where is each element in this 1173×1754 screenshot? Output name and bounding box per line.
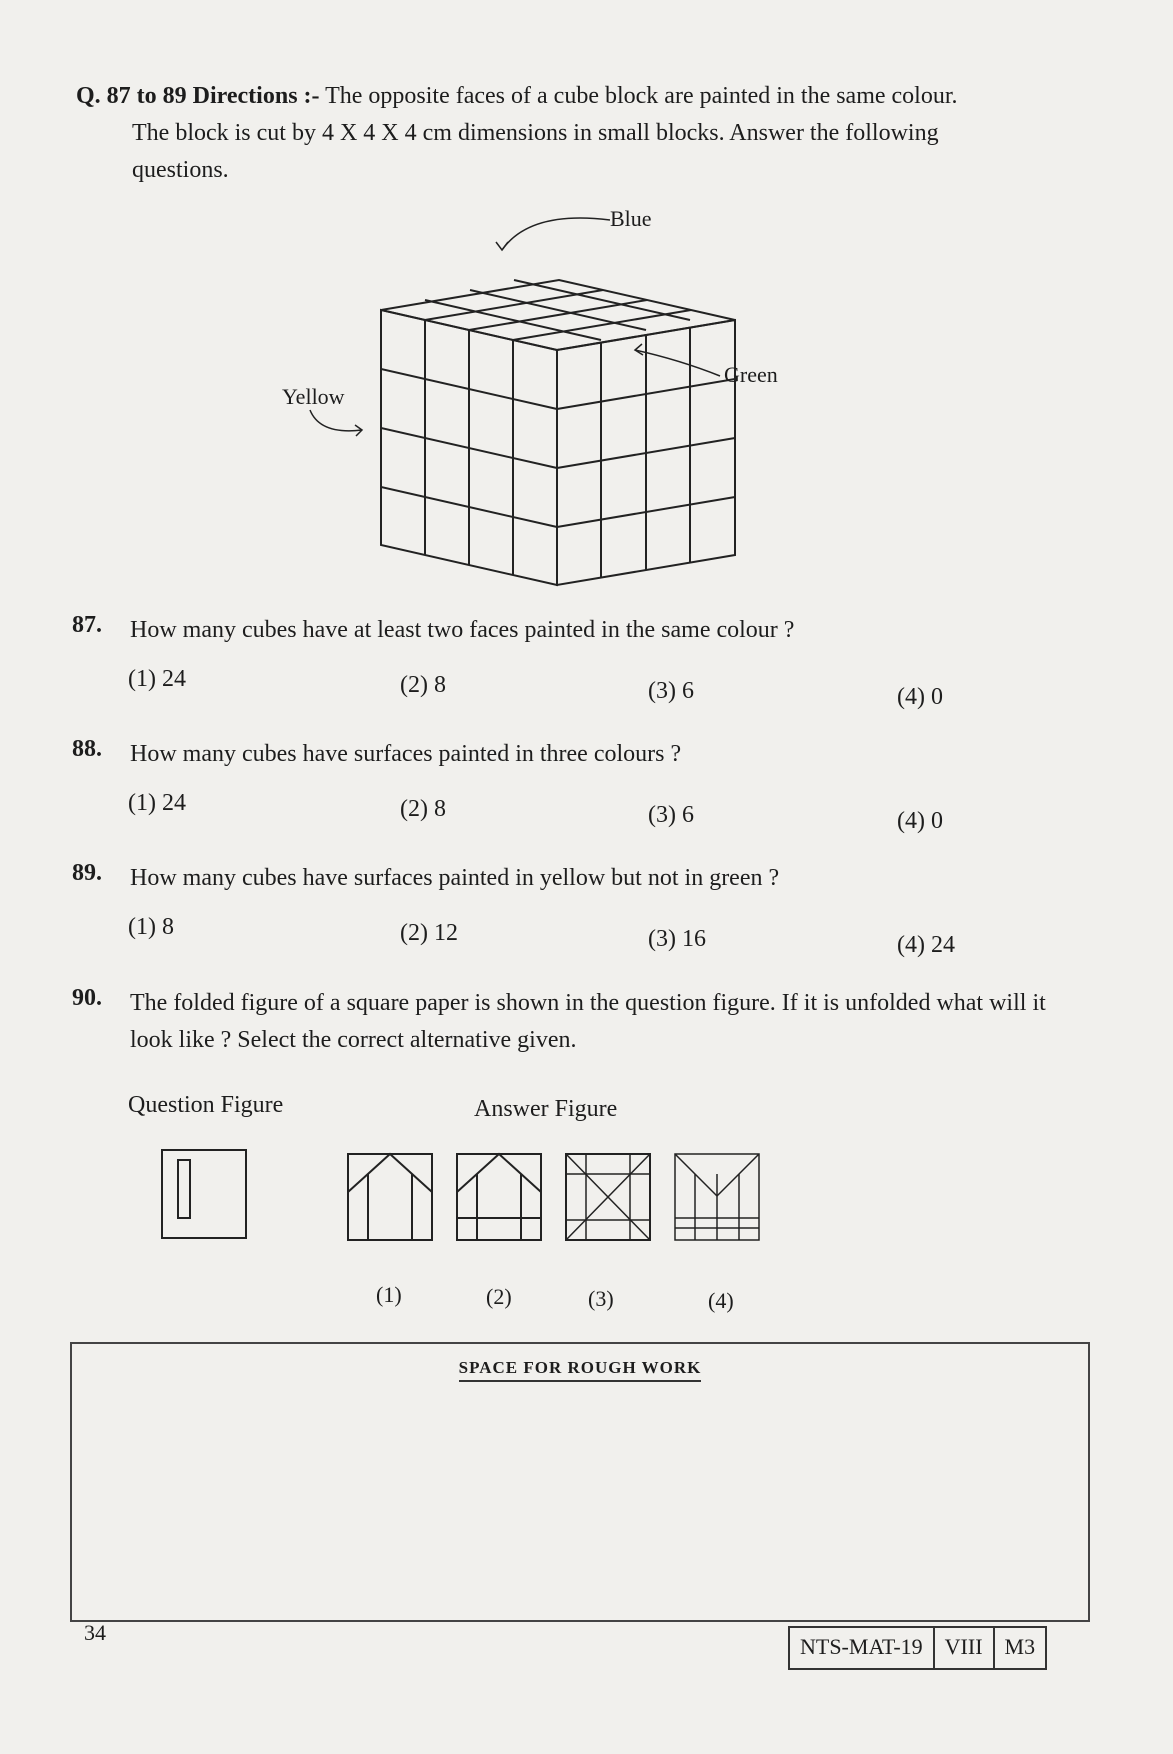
- question-number: 89.: [72, 860, 102, 886]
- answer-figure-number-4: (4): [708, 1288, 734, 1313]
- q89-option-4[interactable]: (4) 24: [897, 932, 955, 958]
- directions: [76, 78, 1086, 189]
- rough-work-box: [70, 1342, 1090, 1622]
- answer-figure-label: Answer Figure: [474, 1096, 618, 1122]
- label-arrows: [310, 218, 720, 436]
- green-arrow: [635, 350, 720, 376]
- question-figure: [160, 1148, 250, 1242]
- answer-figure-number-2: (2): [486, 1284, 512, 1309]
- question-number: 87.: [72, 612, 102, 638]
- blue-arrow: [502, 218, 610, 250]
- directions-line-2: The block is cut by 4 X 4 X 4 cm dimensions in small blocks. Answer the following: [132, 120, 939, 146]
- blue-arrowhead: [496, 242, 508, 250]
- green-arrowhead: [635, 344, 643, 355]
- question-text: How many cubes have surfaces painted in yellow but not in green ?: [130, 865, 780, 891]
- q87-option-2[interactable]: (2) 8: [400, 672, 446, 698]
- question-figure-label: Question Figure: [128, 1092, 284, 1118]
- answer-figure-1[interactable]: [346, 1152, 436, 1244]
- yellow-label: Yellow: [282, 384, 345, 409]
- question-number: 90.: [72, 985, 102, 1011]
- q87-option-4[interactable]: (4) 0: [897, 684, 943, 710]
- q89-option-2[interactable]: (2) 12: [400, 920, 458, 946]
- yellow-arrow: [310, 410, 362, 431]
- answer-figure-3[interactable]: [564, 1152, 654, 1244]
- q89-option-1[interactable]: (1) 8: [128, 914, 174, 940]
- answer-figure-2[interactable]: [455, 1152, 545, 1244]
- paper-code-exam: NTS-MAT-19: [790, 1628, 935, 1668]
- directions-line-3: questions.: [132, 157, 229, 183]
- question-text: The folded figure of a square paper is shown in the question figure. If it is unfolded what will it look like ? Select the correct alternative given.: [130, 990, 1046, 1053]
- paper-code: [788, 1626, 1047, 1670]
- page-number: 34: [84, 1620, 106, 1645]
- answer-figure-number-1: (1): [376, 1282, 402, 1307]
- q89-option-3[interactable]: (3) 16: [648, 926, 706, 952]
- directions-line-1: The opposite faces of a cube block are painted in the same colour.: [325, 83, 958, 109]
- paper-code-class: VIII: [935, 1628, 995, 1668]
- question-number: 88.: [72, 736, 102, 762]
- rough-work-title: SPACE FOR ROUGH WORK: [72, 1358, 1088, 1378]
- paper-code-set: M3: [1004, 1634, 1036, 1659]
- directions-heading: Q. 87 to 89 Directions :-: [76, 83, 320, 109]
- answer-figure-number-3: (3): [588, 1286, 614, 1311]
- blue-label: Blue: [610, 210, 652, 231]
- q87-option-1[interactable]: (1) 24: [128, 666, 186, 692]
- painted-cube-figure: [280, 210, 920, 600]
- question-text: How many cubes have at least two faces painted in the same colour ?: [130, 617, 795, 643]
- cube-grid: [381, 280, 735, 585]
- question-text: How many cubes have surfaces painted in three colours ?: [130, 741, 682, 767]
- q88-option-2[interactable]: (2) 8: [400, 796, 446, 822]
- green-label: Green: [724, 362, 778, 387]
- answer-figure-4[interactable]: [673, 1152, 763, 1244]
- q88-option-4[interactable]: (4) 0: [897, 808, 943, 834]
- q88-option-1[interactable]: (1) 24: [128, 790, 186, 816]
- q87-option-3[interactable]: (3) 6: [648, 678, 694, 704]
- q88-option-3[interactable]: (3) 6: [648, 802, 694, 828]
